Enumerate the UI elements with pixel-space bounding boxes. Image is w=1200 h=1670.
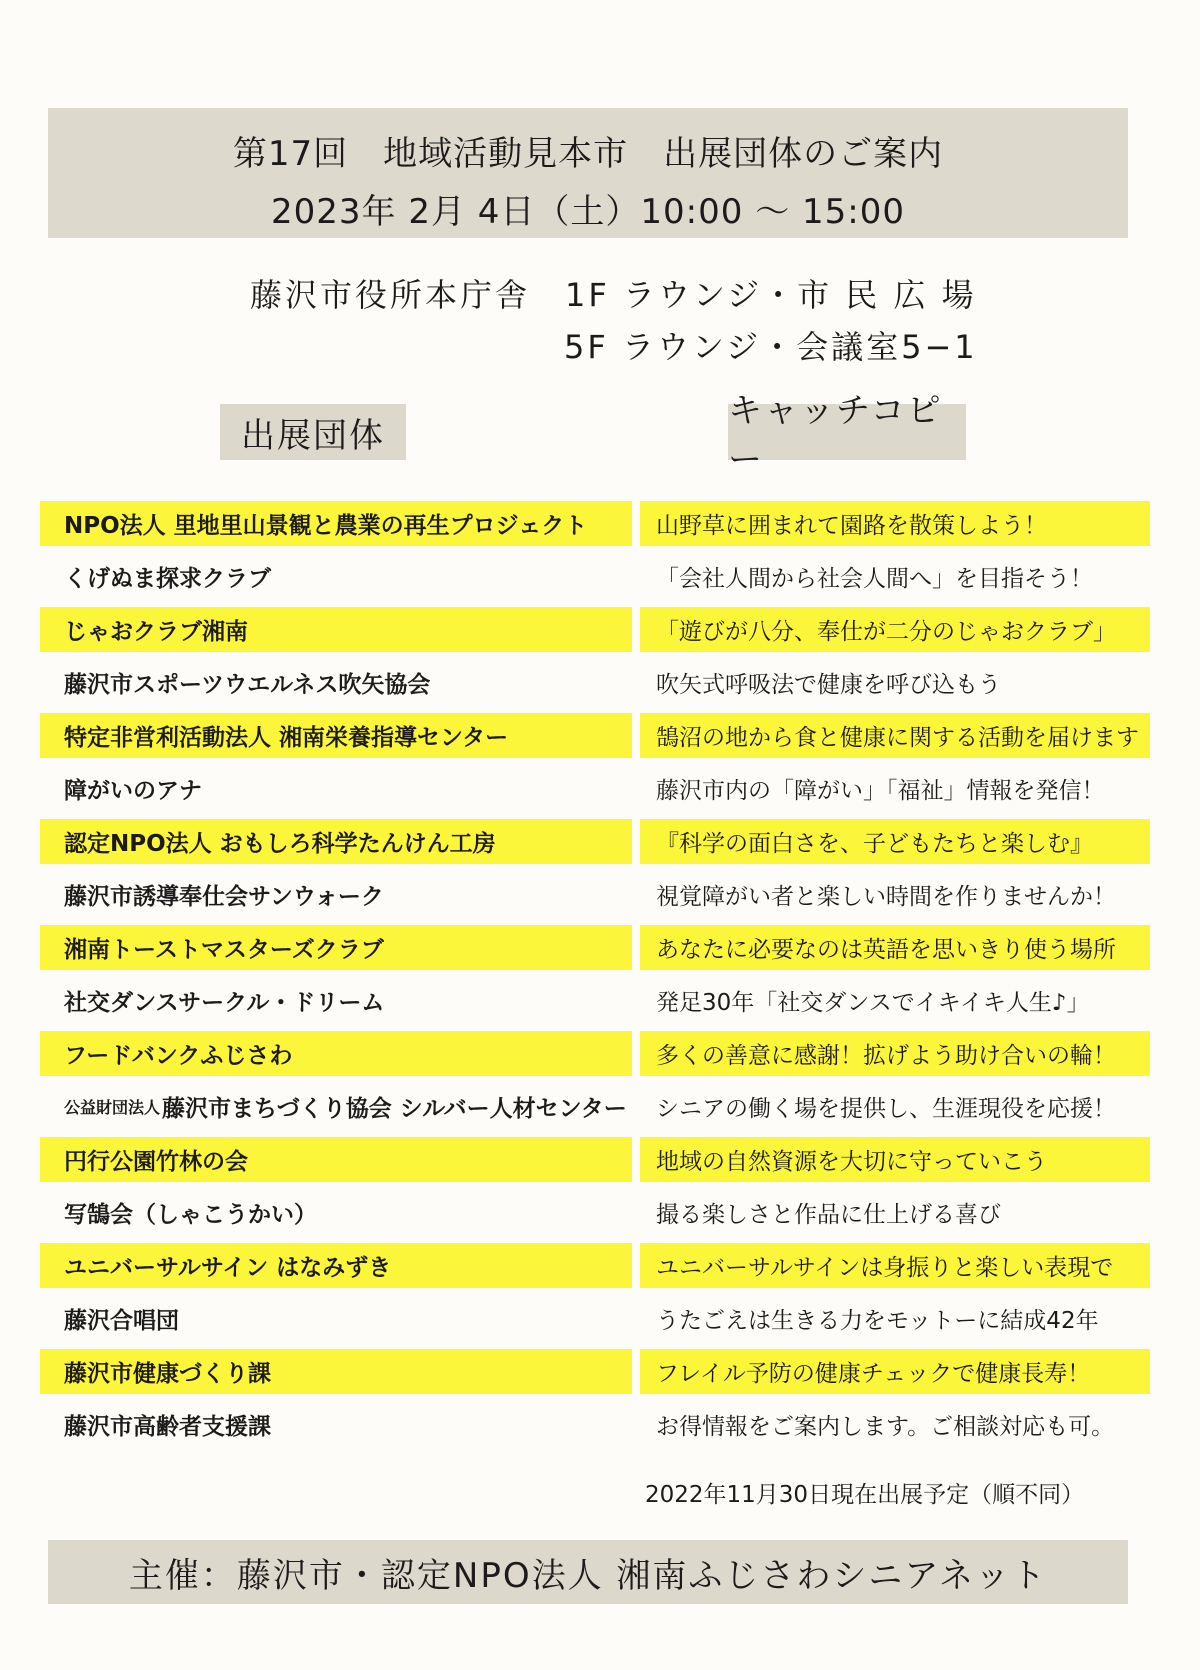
exhibitor-name: [40, 1190, 632, 1235]
catch-copy: 撮る楽しさと作品に仕上げる喜び: [656, 1202, 1001, 1228]
exhibitor-name-text: 湘南トーストマスターズクラブ: [64, 937, 384, 963]
column-label-org: 出展団体: [220, 404, 406, 460]
exhibitor-name: [40, 607, 632, 652]
table-row: [40, 921, 1150, 974]
table-row: [40, 1133, 1150, 1186]
table-row: [40, 1292, 1150, 1345]
exhibitor-name-text: 藤沢合唱団: [64, 1308, 179, 1334]
exhibitor-name: [40, 1349, 632, 1394]
table-row: [40, 1080, 1150, 1133]
table-row: [40, 974, 1150, 1027]
exhibitor-name-text: 特定非営利活動法人 湘南栄養指導センター: [64, 725, 509, 751]
exhibitor-name: [40, 554, 632, 599]
catch-copy: 鵠沼の地から食と健康に関する活動を届けます: [640, 713, 1150, 758]
exhibitor-name-text: くげぬま探求クラブ: [64, 566, 271, 592]
exhibitor-name: [40, 872, 632, 917]
event-date: 2023年 2月 4日（土）10:00 ～ 15:00: [271, 192, 905, 232]
exhibitor-name-text: ユニバーサルサイン はなみずき: [64, 1255, 392, 1281]
catch-copy: フレイル予防の健康チェックで健康長寿！: [640, 1349, 1150, 1394]
catch-copy: 山野草に囲まれて園路を散策しよう！: [640, 501, 1150, 546]
exhibitor-table: [40, 497, 1150, 1451]
exhibitor-name-text: NPO法人 里地里山景観と農業の再生プロジェクト: [64, 513, 588, 539]
catch-copy: 藤沢市内の「障がい」「福祉」情報を発信！: [656, 778, 1105, 804]
exhibitor-name: [40, 925, 632, 970]
exhibitor-prefix: 公益財団法人: [64, 1098, 161, 1117]
table-row: [40, 762, 1150, 815]
exhibitor-name: [40, 1243, 632, 1288]
catch-copy: 「遊びが八分、奉仕が二分のじゃおクラブ」: [640, 607, 1150, 652]
schedule-note: 2022年11月30日現在出展予定（順不同）: [645, 1482, 1085, 1508]
exhibitor-name: [40, 819, 632, 864]
exhibitor-name: [40, 1084, 632, 1129]
catch-copy: 「会社人間から社会人間へ」を目指そう！: [656, 566, 1093, 592]
table-row: [40, 656, 1150, 709]
exhibitor-name: [40, 660, 632, 705]
exhibitor-name-text: 障がいのアナ: [64, 778, 202, 804]
exhibitor-name-text: 認定NPO法人 おもしろ科学たんけん工房: [64, 831, 496, 857]
catch-copy: 発足30年「社交ダンスでイキイキ人生♪」: [656, 990, 1090, 1016]
catch-copy: 視覚障がい者と楽しい時間を作りませんか！: [656, 884, 1116, 910]
exhibitor-name: [40, 1137, 632, 1182]
exhibitor-name: [40, 1296, 632, 1341]
exhibitor-name: [40, 978, 632, 1023]
table-row: [40, 1398, 1150, 1451]
table-row: [40, 868, 1150, 921]
exhibitor-name: [40, 766, 632, 811]
exhibitor-name: [40, 1402, 632, 1447]
catch-copy: シニアの働く場を提供し、生涯現役を応援！: [656, 1096, 1116, 1122]
catch-copy: 地域の自然資源を大切に守っていこう: [640, 1137, 1150, 1182]
exhibitor-name-text: 円行公園竹林の会: [64, 1149, 248, 1175]
table-row: [40, 1186, 1150, 1239]
catch-copy: 『科学の面白さを、子どもたちと楽しむ』: [640, 819, 1150, 864]
catch-copy: あなたに必要なのは英語を思いきり使う場所: [640, 925, 1150, 970]
catch-copy: お得情報をご案内します。ご相談対応も可。: [656, 1414, 1115, 1440]
table-row: [40, 815, 1150, 868]
exhibitor-name-text: 社交ダンスサークル・ドリーム: [64, 990, 385, 1016]
venue-main: 藤沢市役所本庁舎 1F ラウンジ・市 民 広 場: [250, 276, 977, 314]
table-row: [40, 709, 1150, 762]
catch-copy: 吹矢式呼吸法で健康を呼び込もう: [656, 672, 1001, 698]
table-row: [40, 550, 1150, 603]
catch-copy: ユニバーサルサインは身振りと楽しい表現で: [640, 1243, 1150, 1288]
exhibitor-name-text: じゃおクラブ湘南: [64, 619, 248, 645]
exhibitor-name: [40, 1031, 632, 1076]
exhibitor-name-text: 写鵠会（しゃこうかい）: [64, 1202, 317, 1228]
table-row: [40, 1027, 1150, 1080]
header-band: [48, 108, 1128, 238]
table-row: [40, 1345, 1150, 1398]
exhibitor-name-text: 藤沢市まちづくり協会 シルバー人材センター: [162, 1096, 627, 1122]
catch-copy: うたごえは生きる力をモットーに結成42年: [656, 1308, 1099, 1334]
exhibitor-name: [40, 713, 632, 758]
event-title: 第17回 地域活動見本市 出展団体のご案内: [232, 134, 944, 174]
column-label-copy: キャッチコピー: [728, 404, 966, 460]
exhibitor-name-text: フードバンクふじさわ: [64, 1043, 293, 1069]
venue-floor2: 5F ラウンジ・会議室5−1: [564, 328, 978, 366]
exhibitor-name: [40, 501, 632, 546]
organizer-footer: 主催：藤沢市・認定NPO法人 湘南ふじさわシニアネット: [48, 1540, 1128, 1604]
catch-copy: 多くの善意に感謝！拡げよう助け合いの輪！: [640, 1031, 1150, 1076]
exhibitor-name-text: 藤沢市高齢者支援課: [64, 1414, 271, 1440]
exhibitor-name-text: 藤沢市スポーツウエルネス吹矢協会: [64, 672, 431, 698]
exhibitor-name-text: 藤沢市健康づくり課: [64, 1361, 271, 1387]
table-row: [40, 1239, 1150, 1292]
table-row: [40, 603, 1150, 656]
table-row: [40, 497, 1150, 550]
exhibitor-name-text: 藤沢市誘導奉仕会サンウォーク: [64, 884, 384, 910]
